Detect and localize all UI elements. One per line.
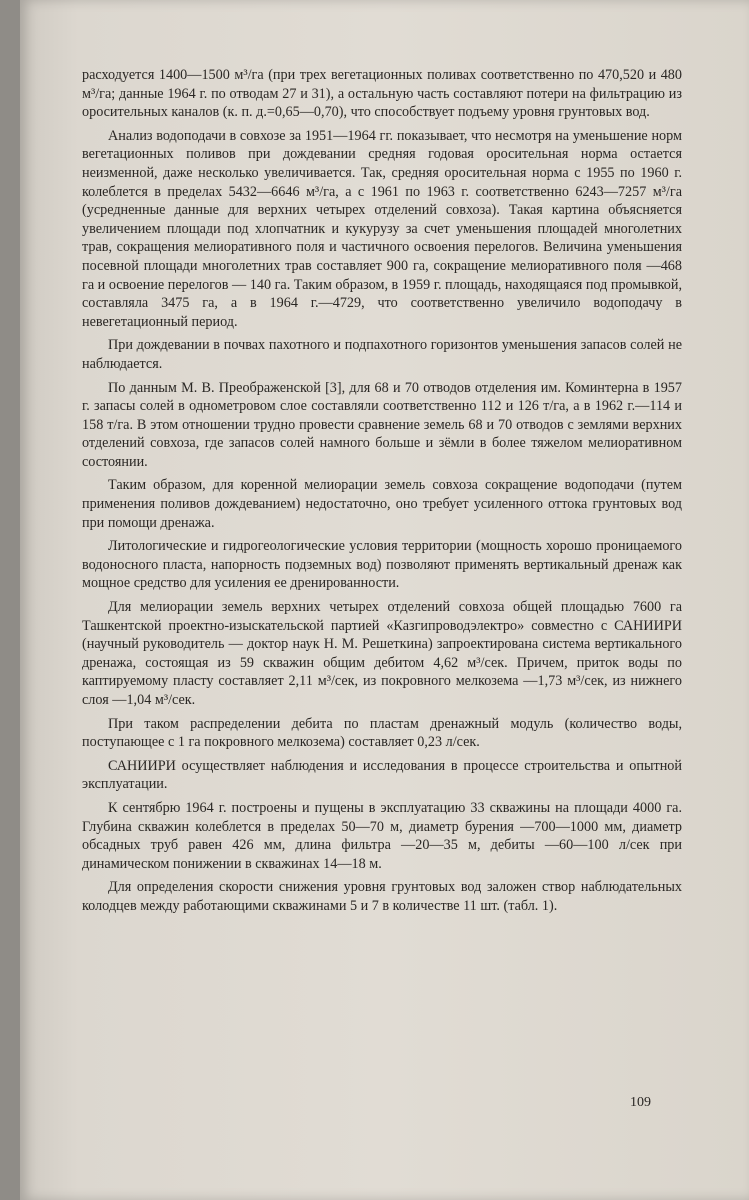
- paragraph-water-supply-analysis: Анализ водоподачи в совхозе за 1951—1964 гг. показывает, что несмотря на уменьшение норм вегетационных поливов при дождевании средняя годовая оросительная норма остается неизменной, даже несколько увеличивается. Так, средняя оросительная норма с 1955 по 1960 г. колеблется в пределах 5432—6646 м³/га, а с 1961 по 1963 г. соответственно 6243—7257 м³/га (усредненные данные для верхних четырех отделений совхоза). Такая картина объясняется увеличением площади под хлопчатник и кукурузу за счет уменьшения площадей многолетних трав, сокращения мелиоративного поля и частичного освоения перелогов. Величина уменьшения посевной площади многолетних трав составляет 900 га, сокращение мелиоративного поля —468 га и освоение перелогов — 140 га. Таким образом, в 1959 г. площадь, находящаяся под промывкой, составляла 3475 га, а в 1964 г.—4729, что соответственно увеличило водоподачу в невегетационный период.: [82, 127, 682, 330]
- paragraph-hydrogeology: Литологические и гидрогеологические условия территории (мощность хорошо проницаемого водоносного пласта, напорность подземных вод) позволяют применять вертикальный дренаж как мощное средство для усиления ее дренированности.: [82, 538, 682, 592]
- paragraph-saniiri: САНИИРИ осуществляет наблюдения и исследования в процессе строительства и опытной эксплуатации.: [82, 757, 682, 793]
- paragraph-observation-wells: Для определения скорости снижения уровня грунтовых вод заложен створ наблюдательных колодцев между работающими скважинами 5 и 7 в количестве 11 шт. (табл. 1).: [82, 879, 682, 914]
- paragraph-wells-built: К сентябрю 1964 г. построены и пущены в эксплуатацию 33 скважины на площади 4000 га. Глубина скважин колеблется в пределах 50—70 м, диаметр бурения —700—1000 мм, диаметр обсадных труб равен 426 мм, длина фильтра —20—35 м, дебиты —60—100 л/сек при динамическом понижении в скважинах 14—18 м.: [82, 799, 682, 872]
- paragraph-drainage-design: Для мелиорации земель верхних четырех отделений совхоза общей площадью 7600 га Ташкентской проектно-изыскательской партией «Казгипроводэлектро» совместно с САНИИРИ (научный руководитель — доктор наук Н. М. Решеткина) запроектирована система вертикального дренажа, состоящая из 59 скважин общим дебитом 4,62 м³/сек. Причем, приток воды по каптируемому пласту составляет 2,11 м³/сек, из покровного мелкозема —1,73 м³/сек, из нижнего слоя —1,04 м³/сек.: [82, 599, 682, 708]
- paragraph-continuation: расходуется 1400—1500 м³/га (при трех вегетационных поливах соответственно по 470,520 и 480 м³/га; данные 1964 г. по отводам 27 и 31), а остальную часть составляют потери на фильтрацию из оросительных каналов (к. п. д.=0,65—0,70), что способствует подъему уровня грунтовых вод.: [82, 67, 682, 121]
- book-page: [20, 0, 749, 1200]
- paragraph-sprinkling-salts: При дождевании в почвах пахотного и подпахотного горизонтов уменьшения запасов солей не наблюдается.: [82, 337, 682, 372]
- paragraph-salt-reserves: По данным М. В. Преображенской [3], для 68 и 70 отводов отделения им. Коминтерна в 1957 г. запасы солей в однометровом слое составляли соответственно 112 и 126 т/га, а в 1962 г.—114 и 158 т/га. В этом отношении трудно провести сравнение земель 68 и 70 отводов с землями верхних отделений совхоза, где запасов солей намного больше и зёмли в более тяжелом мелиоративном состоянии.: [82, 379, 682, 470]
- paragraph-conclusion-drainage: Таким образом, для коренной мелиорации земель совхоза сокращение водоподачи (путем применения поливов дождеванием) недостаточно, оно требует усиленного оттока грунтовых вод при помощи дренажа.: [82, 477, 682, 531]
- body-text: [82, 66, 682, 921]
- page-number: 109: [630, 1095, 651, 1110]
- paragraph-drainage-module: При таком распределении дебита по пластам дренажный модуль (количество воды, поступающее с 1 га покровного мелкозема) составляет 0,23 л/сек.: [82, 715, 682, 751]
